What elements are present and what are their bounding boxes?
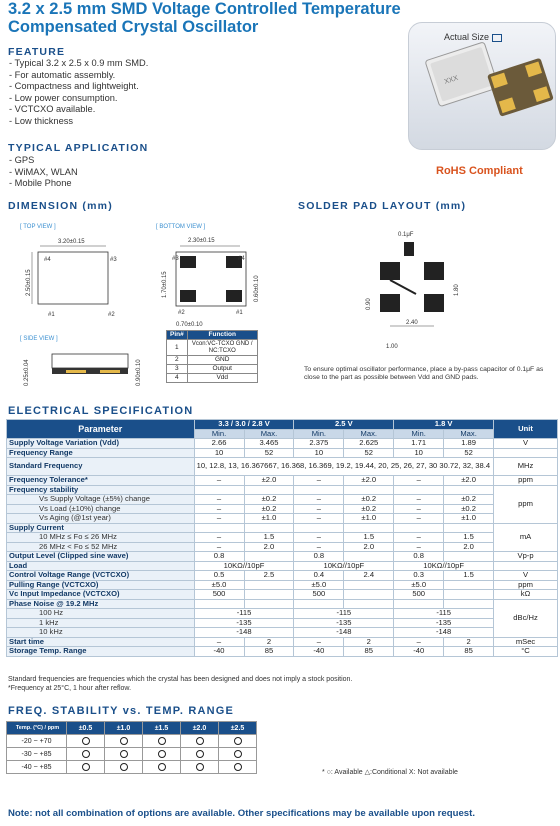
spec-cell: ±0.2	[244, 504, 294, 514]
spec-cell: –	[194, 533, 244, 543]
ppm-col-head: ±1.5	[143, 722, 181, 735]
top-width-dim: 3.20±0.15	[58, 239, 85, 245]
spec-cell: 10	[294, 448, 344, 458]
spec-cell: 10KΩ//10pF	[294, 561, 394, 571]
spec-cell: -135	[294, 618, 394, 628]
spec-cell: 3.465	[244, 439, 294, 449]
spec-cell	[244, 580, 294, 590]
available-circle-icon	[120, 737, 128, 745]
sub-param-cell: 26 MHz < Fo ≤ 52 MHz	[7, 542, 195, 552]
spec-cell	[344, 599, 394, 609]
pin-cell: 1	[167, 340, 188, 356]
spec-cell: –	[294, 514, 344, 524]
list-item: - Mobile Phone	[9, 178, 72, 189]
unit-cell: ppm	[494, 485, 558, 523]
spec-cell: 52	[444, 448, 494, 458]
table-row	[7, 761, 257, 774]
ppm-label: ppm	[47, 725, 60, 731]
spec-cell: –	[394, 542, 444, 552]
availability-cell	[67, 761, 105, 774]
spec-cell: –	[294, 495, 344, 505]
param-cell: Supply Voltage Variation (Vdd)	[7, 439, 195, 449]
param-cell: Pulling Range (VCTCXO)	[7, 580, 195, 590]
table-row	[7, 571, 558, 581]
list-item: - VCTCXO available.	[9, 104, 96, 115]
spec-cell	[244, 590, 294, 600]
freq-stability-table	[6, 721, 257, 774]
dimension-heading: DIMENSION (mm)	[8, 200, 113, 212]
solder-heading: SOLDER PAD LAYOUT (mm)	[298, 200, 467, 212]
unit-cell: MHz	[494, 458, 558, 476]
spec-cell: 2	[344, 637, 394, 647]
unit-cell: V	[494, 571, 558, 581]
param-cell: Supply Current	[7, 523, 195, 533]
spec-cell: 0.8	[394, 552, 444, 562]
table-row	[7, 590, 558, 600]
availability-cell	[105, 748, 143, 761]
spec-cell: 2.5	[244, 571, 294, 581]
spec-cell: ±2.0	[344, 476, 394, 486]
unit-head: Unit	[494, 420, 558, 439]
unit-cell: mA	[494, 523, 558, 552]
available-circle-icon	[82, 737, 90, 745]
application-heading: TYPICAL APPLICATION	[8, 142, 149, 154]
pin-label: #4	[238, 256, 245, 262]
spec-cell: 500	[294, 590, 344, 600]
pin-head: Pin#	[167, 331, 188, 340]
list-item: - Low thickness	[9, 115, 74, 126]
spec-cell: -40	[394, 647, 444, 657]
table-row	[7, 748, 257, 761]
param-cell: Storage Temp. Range	[7, 647, 195, 657]
spec-cell: 2.0	[244, 542, 294, 552]
spec-cell: 52	[344, 448, 394, 458]
spec-cell: ±5.0	[294, 580, 344, 590]
ppm-col-head: ±2.5	[219, 722, 257, 735]
available-circle-icon	[158, 737, 166, 745]
param-cell: Phase Noise @ 19.2 MHz	[7, 599, 195, 609]
table-row	[7, 552, 558, 562]
temp-range-cell: -40 ~ +85	[7, 761, 67, 774]
top-view-label: [ TOP VIEW ]	[20, 224, 56, 230]
spec-cell	[444, 580, 494, 590]
table-row	[7, 609, 558, 619]
spec-cell	[344, 590, 394, 600]
availability-cell	[181, 735, 219, 748]
spec-cell: –	[194, 495, 244, 505]
availability-cell	[105, 761, 143, 774]
pad-dim-2: 1.80	[454, 284, 460, 296]
availability-cell	[219, 735, 257, 748]
spec-cell: 1.71	[394, 439, 444, 449]
bottom-pad-width-dim: 0.70±0.10	[176, 322, 203, 328]
param-cell: Frequency stability	[7, 485, 195, 495]
list-item: - Compactness and lightweight.	[9, 81, 139, 92]
spec-cell: –	[194, 476, 244, 486]
spec-cell: ±0.2	[344, 495, 394, 505]
side-height-dim-1: 0.25±0.04	[24, 359, 30, 386]
spec-cell: –	[394, 533, 444, 543]
unit-cell: ppm	[494, 476, 558, 486]
spec-cell: 85	[244, 647, 294, 657]
table-row	[7, 495, 558, 505]
min-head: Min.	[394, 429, 444, 439]
temp-ppm-head: Temp. (°C) / ppm	[7, 722, 67, 735]
param-cell: Load	[7, 561, 195, 571]
table-row	[7, 599, 558, 609]
spec-cell	[444, 590, 494, 600]
sub-param-cell: 10 kHz	[7, 628, 195, 638]
list-item: - For automatic assembly.	[9, 69, 116, 80]
voltage-head: 3.3 / 3.0 / 2.8 V	[194, 420, 294, 430]
unit-cell: Vp-p	[494, 552, 558, 562]
sub-param-cell: Vs Aging (@1st year)	[7, 514, 195, 524]
param-cell: Frequency Range	[7, 448, 195, 458]
spec-cell: 0.3	[394, 571, 444, 581]
availability-cell	[219, 761, 257, 774]
availability-cell	[181, 761, 219, 774]
param-cell: Standard Frequency	[7, 458, 195, 476]
ppm-col-head: ±1.0	[105, 722, 143, 735]
spec-cell: 0.4	[294, 571, 344, 581]
pin-label: #3	[172, 256, 179, 262]
unit-cell: kΩ	[494, 590, 558, 600]
table-row	[7, 476, 558, 486]
spec-cell: ±1.0	[244, 514, 294, 524]
availability-cell	[105, 735, 143, 748]
spec-cell: 2.0	[444, 542, 494, 552]
spec-cell: ±0.2	[244, 495, 294, 505]
pin-label: #1	[236, 310, 243, 316]
available-circle-icon	[196, 737, 204, 745]
spec-cell: –	[394, 504, 444, 514]
side-height-dim-2: 0.90±0.10	[136, 359, 142, 386]
pin-label: #4	[44, 257, 51, 263]
bottom-width-dim: 2.30±0.15	[188, 238, 215, 244]
spec-cell: 2	[444, 637, 494, 647]
spec-cell: ±0.2	[344, 504, 394, 514]
sub-param-cell: 1 kHz	[7, 618, 195, 628]
function-cell: Vcon:VC-TCXO GND / NC:TCXO	[187, 340, 257, 356]
feature-heading: FEATURE	[8, 46, 66, 58]
solder-note: To ensure optimal oscillator performance, place a by-pass capacitor of 0.1μF as close to the part as possible between Vdd and GND pads.	[304, 366, 544, 381]
spec-cell	[244, 552, 294, 562]
list-item: - WiMAX, WLAN	[9, 166, 78, 177]
pin-function-table	[166, 330, 258, 383]
voltage-head: 1.8 V	[394, 420, 494, 430]
sub-param-cell: 10 MHz ≤ Fo ≤ 26 MHz	[7, 533, 195, 543]
sub-param-cell: 100 Hz	[7, 609, 195, 619]
spec-cell: –	[394, 514, 444, 524]
spec-cell: -115	[394, 609, 494, 619]
table-row	[7, 448, 558, 458]
electrical-heading: ELECTRICAL SPECIFICATION	[8, 405, 194, 417]
param-cell: Control Voltage Range (VCTCXO)	[7, 571, 195, 581]
list-item: - GPS	[9, 155, 35, 165]
spec-cell: 10KΩ//10pF	[194, 561, 294, 571]
spec-cell: –	[294, 476, 344, 486]
crystal-image	[409, 23, 557, 151]
spec-cell: –	[294, 637, 344, 647]
side-view-label: [ SIDE VIEW ]	[20, 336, 58, 342]
voltage-head: 2.5 V	[294, 420, 394, 430]
spec-cell: 1.5	[344, 533, 394, 543]
unit-cell: V	[494, 439, 558, 449]
spec-cell: -135	[394, 618, 494, 628]
application-list	[9, 155, 78, 190]
spec-cell: ±1.0	[344, 514, 394, 524]
spec-footnote-2: *Frequency at 25°C, 1 hour after reflow.	[8, 685, 132, 692]
spec-cell: ±0.2	[444, 504, 494, 514]
max-head: Max.	[244, 429, 294, 439]
spec-cell: 0.5	[194, 571, 244, 581]
spec-cell: -148	[294, 628, 394, 638]
function-cell: Vdd	[187, 374, 257, 383]
spec-cell: ±5.0	[394, 580, 444, 590]
parameter-head: Parameter	[7, 420, 195, 439]
pin-label: #1	[48, 312, 55, 318]
spec-cell: ±1.0	[444, 514, 494, 524]
freq-stability-heading: FREQ. STABILITY vs. TEMP. RANGE	[8, 705, 235, 717]
availability-cell	[181, 748, 219, 761]
page-title: 3.2 x 2.5 mm SMD Voltage Controlled Temperature Compensated Crystal Oscillator	[8, 0, 401, 36]
min-head: Min.	[194, 429, 244, 439]
availability-cell	[143, 748, 181, 761]
unit-cell: °C	[494, 647, 558, 657]
pad-dim-4: 1.00	[386, 344, 398, 350]
top-height-dim: 2.50±0.15	[26, 269, 32, 296]
spec-cell: 85	[444, 647, 494, 657]
spec-cell: –	[194, 514, 244, 524]
spec-cell: –	[194, 504, 244, 514]
pin-cell: 2	[167, 356, 188, 365]
availability-cell	[143, 735, 181, 748]
spec-cell: –	[194, 637, 244, 647]
spec-cell: 0.8	[194, 552, 244, 562]
list-item: - Typical 3.2 x 2.5 x 0.9 mm SMD.	[9, 58, 149, 68]
table-row	[7, 628, 558, 638]
pin-label: #2	[108, 312, 115, 318]
feature-list	[9, 58, 148, 128]
spec-cell: 10	[194, 448, 244, 458]
spec-cell: 2.375	[294, 439, 344, 449]
spec-cell	[344, 580, 394, 590]
ppm-col-head: ±2.0	[181, 722, 219, 735]
spec-cell: –	[394, 476, 444, 486]
availability-legend: * ○: Available △:Conditional X: Not available	[322, 769, 458, 776]
available-circle-icon	[234, 737, 242, 745]
table-row	[7, 439, 558, 449]
spec-cell: –	[294, 533, 344, 543]
actual-size-square-icon	[492, 34, 502, 42]
pin-label: #2	[178, 310, 185, 316]
spec-cell: 2.625	[344, 439, 394, 449]
sub-param-cell: Vs Load (±10%) change	[7, 504, 195, 514]
available-circle-icon	[82, 763, 90, 771]
pin-cell: 3	[167, 365, 188, 374]
spec-cell: –	[194, 542, 244, 552]
param-cell: Start time	[7, 637, 195, 647]
pin-cell: 4	[167, 374, 188, 383]
pad-dim-3: 2.40	[406, 320, 418, 326]
spec-cell	[444, 599, 494, 609]
solder-pad-drawing	[330, 222, 510, 362]
spec-cell: 1.89	[444, 439, 494, 449]
spec-cell: -135	[194, 618, 294, 628]
spec-cell: 85	[344, 647, 394, 657]
param-cell: Frequency Tolerance*	[7, 476, 195, 486]
spec-cell: 10KΩ//10pF	[394, 561, 494, 571]
spec-cell: ±0.2	[444, 495, 494, 505]
unit-cell: ppm	[494, 580, 558, 590]
available-circle-icon	[196, 763, 204, 771]
spec-cell: 1.5	[444, 571, 494, 581]
actual-size-label: Actual Size	[444, 32, 502, 42]
availability-cell	[143, 761, 181, 774]
param-cell: Vc Input Impedance (VCTCXO)	[7, 590, 195, 600]
spec-cell: ±5.0	[194, 580, 244, 590]
table-row	[7, 458, 558, 476]
available-circle-icon	[82, 750, 90, 758]
spec-cell: -148	[394, 628, 494, 638]
std-frequency-cell: 10, 12.8, 13, 16.367667, 16.368, 16.369, 19.2, 19.44, 20, 25, 26, 27, 30 30.72, 32, 38.4	[194, 458, 493, 476]
spec-cell: –	[294, 504, 344, 514]
footer-note: Note: not all combination of options are available. Other specifications may be available upon request.	[8, 808, 475, 819]
spec-cell: 2.4	[344, 571, 394, 581]
unit-cell: dBc/Hz	[494, 599, 558, 637]
spec-cell	[444, 552, 494, 562]
available-circle-icon	[158, 763, 166, 771]
capacitor-label: 0.1μF	[398, 232, 414, 238]
function-cell: GND	[187, 356, 257, 365]
max-head: Max.	[444, 429, 494, 439]
unit-cell: mSec	[494, 637, 558, 647]
min-head: Min.	[294, 429, 344, 439]
spec-cell: 2.0	[344, 542, 394, 552]
spec-cell: -148	[194, 628, 294, 638]
bottom-view-label: [ BOTTOM VIEW ]	[156, 224, 206, 230]
table-row	[7, 647, 558, 657]
availability-cell	[67, 735, 105, 748]
spec-cell	[344, 552, 394, 562]
spec-cell: –	[294, 542, 344, 552]
list-item: - Low power consumption.	[9, 92, 118, 103]
spec-cell: -40	[194, 647, 244, 657]
rohs-badge: RoHS Compliant	[436, 165, 523, 177]
bottom-height-dim: 1.70±0.15	[162, 271, 168, 298]
max-head: Max.	[344, 429, 394, 439]
spec-footnote-1: Standard frequencies are frequencies which the crystal has been designed and does not imply a stock position.	[8, 676, 353, 683]
electrical-spec-table	[6, 419, 558, 657]
spec-cell: 2	[244, 637, 294, 647]
ppm-col-head: ±0.5	[67, 722, 105, 735]
spec-cell: -115	[294, 609, 394, 619]
pin-label: #3	[110, 257, 117, 263]
table-row	[7, 735, 257, 748]
temp-label: Temp. (°C)	[15, 725, 43, 731]
chip-marking: XXX	[443, 74, 460, 86]
spec-cell: 500	[394, 590, 444, 600]
spec-cell: -115	[194, 609, 294, 619]
temp-range-cell: -30 ~ +85	[7, 748, 67, 761]
availability-cell	[67, 748, 105, 761]
spec-cell: –	[394, 637, 444, 647]
spec-cell: 1.5	[444, 533, 494, 543]
spec-cell: –	[394, 495, 444, 505]
sub-param-cell: Vs Supply Voltage (±5%) change	[7, 495, 195, 505]
spec-cell: 2.66	[194, 439, 244, 449]
spec-cell: -40	[294, 647, 344, 657]
spec-cell: 1.5	[244, 533, 294, 543]
unit-cell	[494, 448, 558, 458]
available-circle-icon	[158, 750, 166, 758]
available-circle-icon	[120, 763, 128, 771]
function-cell: Output	[187, 365, 257, 374]
table-row	[7, 618, 558, 628]
available-circle-icon	[234, 750, 242, 758]
param-cell: Output Level (Clipped sine wave)	[7, 552, 195, 562]
availability-cell	[219, 748, 257, 761]
available-circle-icon	[234, 763, 242, 771]
bottom-pad-dim: 0.60±0.10	[254, 275, 260, 302]
pad-dim-1: 0.90	[366, 298, 372, 310]
spec-cell	[244, 599, 294, 609]
table-row	[7, 533, 558, 543]
temp-range-cell: -20 ~ +70	[7, 735, 67, 748]
spec-cell: 500	[194, 590, 244, 600]
spec-cell: 0.8	[294, 552, 344, 562]
table-row	[7, 637, 558, 647]
spec-cell: 10	[394, 448, 444, 458]
table-row	[7, 514, 558, 524]
available-circle-icon	[120, 750, 128, 758]
spec-cell: ±2.0	[444, 476, 494, 486]
spec-cell: 52	[244, 448, 294, 458]
function-head: Function	[187, 331, 257, 340]
spec-cell: ±2.0	[244, 476, 294, 486]
available-circle-icon	[196, 750, 204, 758]
